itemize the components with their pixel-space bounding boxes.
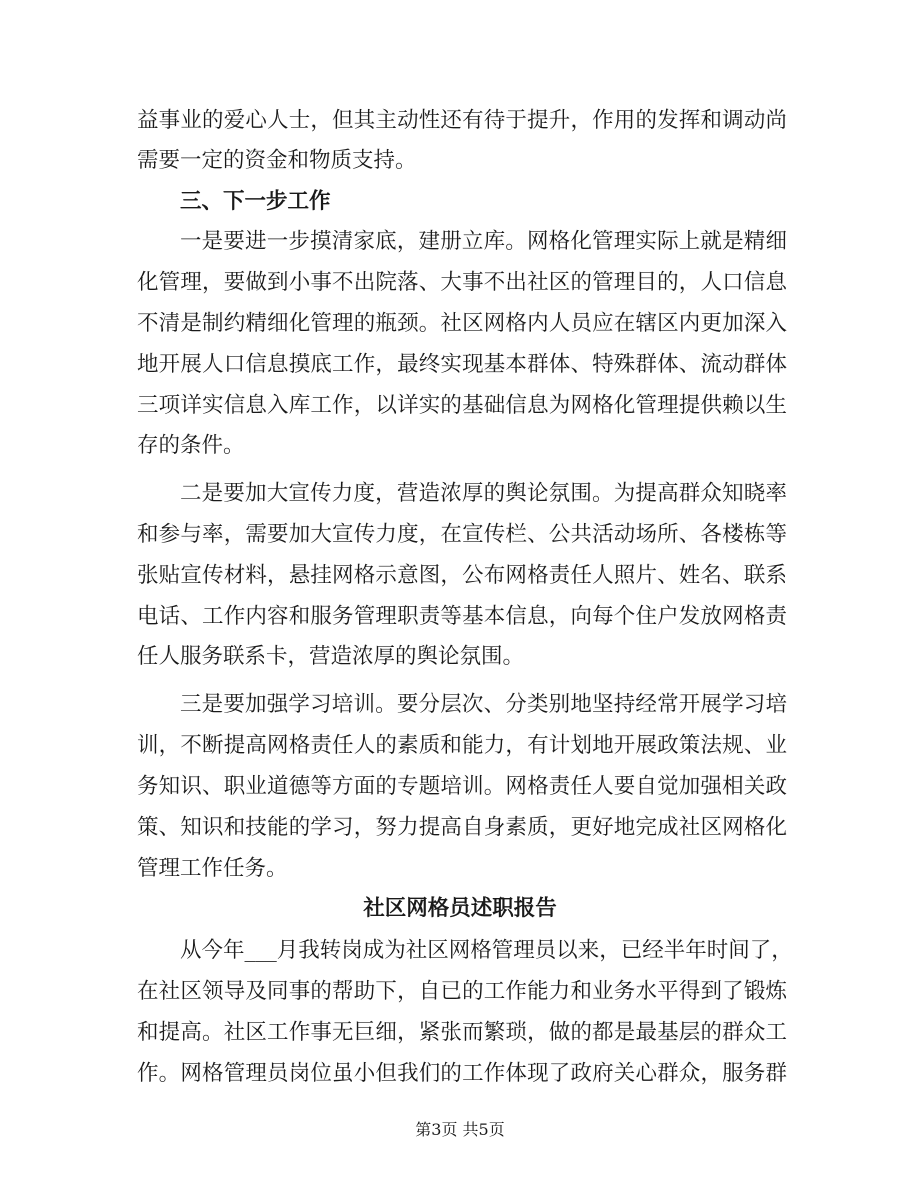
body-text-line: 管理工作任务。 <box>137 856 288 881</box>
body-text-line: 化管理，要做到小事不出院落、大事不出社区的管理目的，人口信息 <box>137 270 787 295</box>
body-text-line: 作。网格管理员岗位虽小但我们的工作体现了政府关心群众，服务群 <box>137 1061 787 1086</box>
body-text-line: 电话、工作内容和服务管理职责等基本信息，向每个住户发放网格责 <box>137 604 787 629</box>
body-text-line: 和提高。社区工作事无巨细，紧张而繁琐，做的都是最基层的群众工 <box>137 1020 787 1045</box>
body-text-line: 训，不断提高网格责任人的素质和能力，有计划地开展政策法规、业 <box>137 733 787 758</box>
body-text-line: 任人服务联系卡，营造浓厚的舆论氛围。 <box>137 644 525 669</box>
page-number: 第3页 共5页 <box>415 1120 505 1139</box>
report-title: 社区网格员述职报告 <box>363 896 557 921</box>
body-text-line: 从今年___月我转岗成为社区网格管理员以来，已经半年时间了， <box>180 938 793 963</box>
body-text-line: 二是要加大宣传力度，营造浓厚的舆论氛围。为提高群众知晓率 <box>180 481 787 506</box>
body-text-line: 务知识、职业道德等方面的专题培训。网格责任人要自觉加强相关政 <box>137 774 787 799</box>
body-text-line: 需要一定的资金和物质支持。 <box>137 148 417 173</box>
body-text-line: 在社区领导及同事的帮助下，自已的工作能力和业务水平得到了锻炼 <box>137 979 787 1004</box>
body-text-line: 三项详实信息入库工作，以详实的基础信息为网格化管理提供赖以生 <box>137 393 787 418</box>
body-text-line: 地开展人口信息摸底工作，最终实现基本群体、特殊群体、流动群体 <box>137 352 787 377</box>
body-text-line: 一是要进一步摸清家底，建册立库。网格化管理实际上就是精细 <box>180 229 787 254</box>
body-text-line: 益事业的爱心人士，但其主动性还有待于提升，作用的发挥和调动尚 <box>137 108 787 133</box>
body-text-line: 张贴宣传材料，悬挂网格示意图，公布网格责任人照片、姓名、联系 <box>137 563 787 588</box>
body-text-line: 和参与率，需要加大宣传力度，在宣传栏、公共活动场所、各楼栋等 <box>137 522 787 547</box>
section-heading: 三、下一步工作 <box>180 189 331 214</box>
body-text-line: 三是要加强学习培训。要分层次、分类别地坚持经常开展学习培 <box>180 692 787 717</box>
body-text-line: 策、知识和技能的学习，努力提高自身素质，更好地完成社区网格化 <box>137 815 787 840</box>
body-text-line: 存的条件。 <box>137 433 245 458</box>
body-text-line: 不清是制约精细化管理的瓶颈。社区网格内人员应在辖区内更加深入 <box>137 311 787 336</box>
